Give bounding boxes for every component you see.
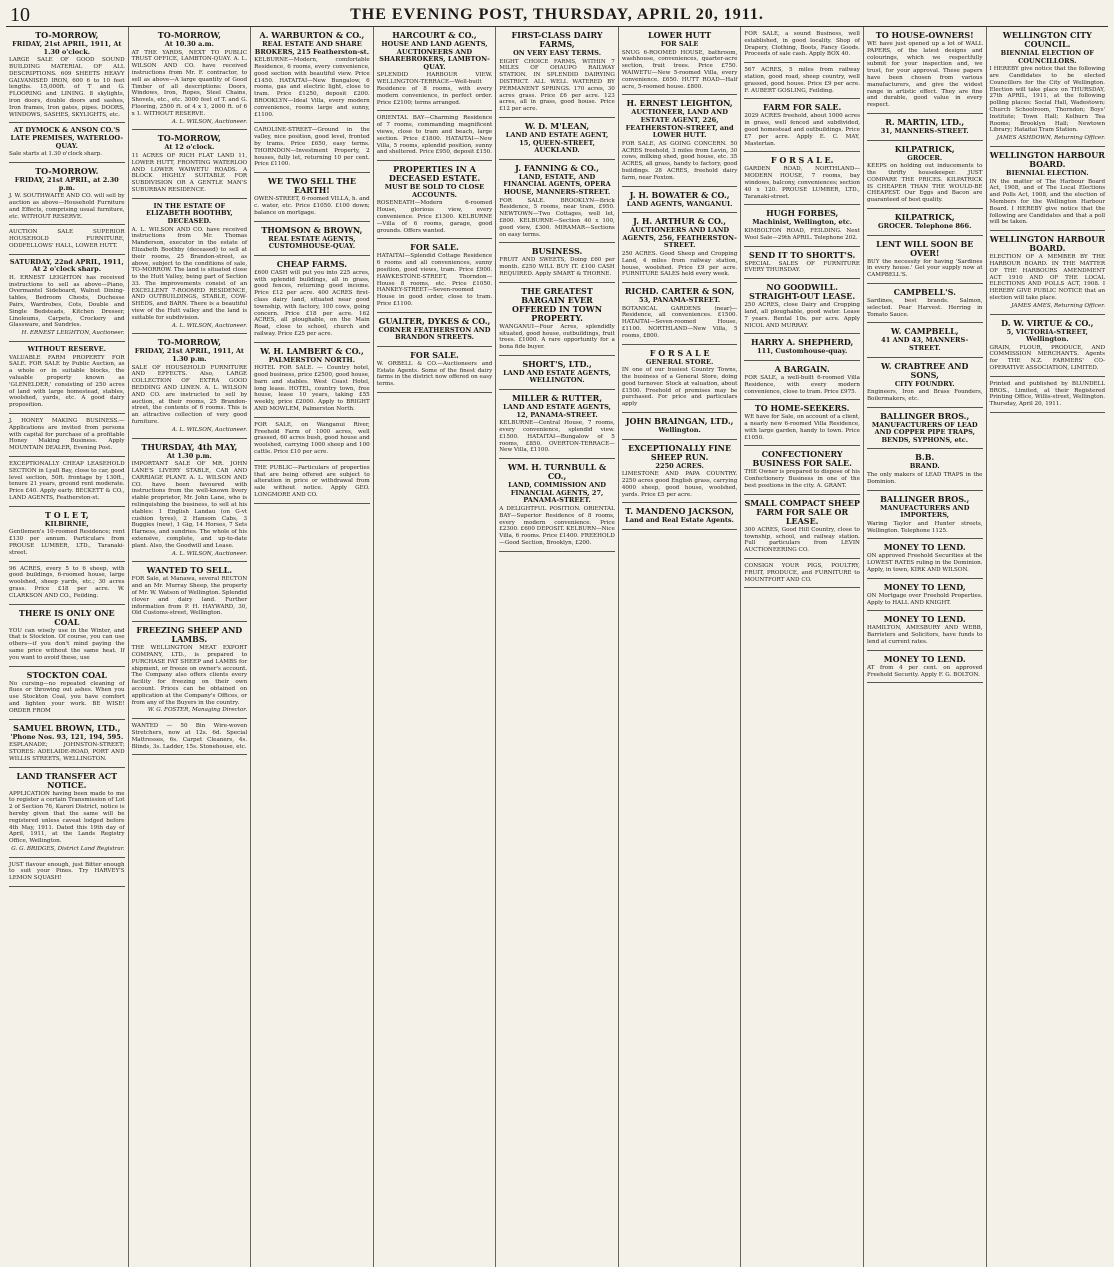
ad-heading: CHEAP FARMS. — [276, 258, 348, 269]
advertisement — [377, 29, 493, 111]
ad-subheading: 41 AND 43, MANNERS-STREET. — [881, 336, 969, 352]
ad-body: HAMILTON, AMESBURY AND WEBB, Barristers and Solicitors, have funds to lend at current rates. — [866, 625, 983, 646]
ad-subheading: SATURDAY, 22nd APRIL, 1911, At 2 o'clock sharp. — [9, 257, 124, 274]
ad-heading: F O R S A L E. — [770, 155, 834, 166]
ad-heading: TO-MORROW, — [157, 30, 221, 40]
advertisement — [744, 101, 860, 152]
ad-signature: A. L. WILSON, Auctioneer. — [171, 550, 248, 557]
advertisement — [377, 315, 493, 347]
ad-heading: J. H. ARTHUR & CO., — [633, 216, 727, 227]
advertisement — [132, 132, 248, 198]
ad-subheading: LAND AND ESTATE AGENTS, 12, PANAMA-STREET. — [503, 403, 611, 419]
ad-body: LIMESTONE AND PAPA COUNTRY. 2250 acres good English grass, carrying 4000 sheep, good house, woolshed, yards. Price £5 per acre. — [621, 471, 738, 498]
ad-subheading: Machinist, Wellington, etc. — [752, 218, 853, 227]
ad-body: FOR Sale, at Manawa, several RECTON and an Mr. Murray Sheep, the property of Mr. W. Watson of Wellington. Splendid clover and dairy land. Further information from P. H. HAYWARD, 30, Old Customs-street, Wellington. — [131, 576, 248, 617]
ad-heading: D. W. VIRTUE & CO., — [1001, 317, 1094, 328]
advertisement — [9, 165, 125, 225]
column-7 — [741, 27, 864, 1267]
ad-body: No cursing—no repeated cleaning of flues or throwing out ashes. When you use Stockton Coal, you have comfort and lighten your work. BE WISE! ORDER FROM — [9, 680, 125, 714]
ad-body: HATAITAI—Splendid Cottage Residence 6 rooms and all conveniences, sunny position, good views, tram. Price £900. HAWKESTONE-STREET, Thorndon—House 8 rooms, etc. Price £1050. HANKEY-STREET—Seven-roomed House in good order, close to tram. Price £1100. — [376, 253, 493, 307]
ad-subheading: LAND AGENTS, WANGANUI. — [626, 199, 733, 208]
advertisement — [254, 463, 370, 504]
ad-heading: J. H. BOWATER & CO., — [629, 189, 730, 200]
ad-heading: FOR SALE. — [410, 349, 459, 360]
ad-subheading: At 10.30 a.m. — [164, 40, 214, 48]
ad-heading: BALLINGER BROS., — [880, 410, 970, 421]
ad-heading: W. D. M'LEAN, — [524, 120, 590, 131]
ad-subheading: IN THE ESTATE OF ELIZABETH BOOTHBY, DECEASED. — [146, 201, 233, 225]
ad-subheading: CORNER FEATHERSTON AND BRANDON STREETS. — [378, 325, 491, 342]
ad-body: 2029 ACRES freehold, about 1000 acres in grass, well fenced and subdivided, good homestead and outbuildings. Price £7 per acre. Apply E. C. MAY, Mastertan. — [744, 113, 860, 147]
ad-body: Waring Taylor and Hunter streets, Wellington. Telephone 1125. — [866, 520, 983, 534]
column-5 — [496, 27, 619, 1267]
ad-body: ESPLANADE; JOHNSTON-STREET; STORES: ADELAIDE-ROAD, PORT AND WILLIS STREETS, WELLINGTON. — [9, 742, 125, 762]
ad-heading: B.B. — [915, 452, 935, 463]
advertisement — [744, 561, 860, 588]
column-3 — [251, 27, 374, 1267]
ad-body: FOR SALE, on Wanganui River, Freehold Farm of 1000 acres, well grassed, 60 acres bush, good house and woolshed, carrying 1000 sheep and 100 cattle. Price £10 per acre. — [254, 421, 370, 456]
ad-body: EXCEPTIONALLY CHEAP LEASEHOLD SECTION in Lyall Bay, close to car, good level section, 50ft. frontage by 130ft., tenure 21 years, ground rent moderate. Price £40. Apply early. BECKETT & CO., LAND AGENTS, Featherston-st. — [9, 461, 125, 501]
ad-heading: FIRST-CLASS DAIRY FARMS, — [511, 30, 603, 49]
advertisement — [9, 257, 125, 342]
ad-heading: TO HOUSE-OWNERS! — [875, 30, 974, 40]
ad-heading: BUSINESS. — [531, 246, 583, 257]
ad-heading: R. MARTIN, LTD., — [885, 116, 965, 127]
ad-signature: JAMES AMES, Returning Officer. — [1011, 302, 1106, 309]
ad-heading: TO-MORROW, — [35, 30, 99, 40]
ad-heading: CAMPBELL'S. — [893, 286, 956, 297]
ad-heading: A BARGAIN. — [774, 363, 830, 374]
ad-body: GRAIN, FLOUR, PRODUCE, AND COMMISSION MERCHANTS. Agents for THE N.Z. FARMERS' CO-OPERATIVE ASSOCIATION, LIMITED. — [989, 344, 1106, 372]
advertisement — [744, 249, 860, 280]
ad-body: KELBURNE—Modern, comfortable Residence, 6 rooms, every convenience, good section with beautiful view. Price £1450. HATAITAI—New Bungalow, 6 rooms, gas and electric light, close to tram. Price £1250, deposit £200. BROOKLYN—Ideal Villa, every modern convenience, rooms large and sunny, £1100. — [254, 57, 370, 118]
advertisement — [499, 29, 615, 118]
ad-heading: W. H. LAMBERT & CO., — [260, 345, 364, 356]
ad-heading: KILPATRICK, — [894, 143, 955, 154]
ad-body: £600 CASH will put you into 225 acres, with splendid buildings, all in grass, good fences, returning good income. Price £12 per acre. 400 ACRES first-class dairy land, situated near good township, with factory, 100 cows, going concern. Price £18 per acre. 162 ACRES, all ploughable, on the Main Road, close to school, church and railway. Price £25 per acre. — [254, 269, 370, 337]
advertisement — [867, 410, 983, 450]
ad-body: 250 ACRES. Good Sheep and Cropping Land, 4 miles from railway station, house, woolshed. Price £9 per acre. FURNITURE SALES held every week. — [621, 250, 738, 278]
ad-body: ELECTION OF A MEMBER BY THE HARBOUR BOARD. IN THE MATTER OF THE HARBOURS AMENDMENT ACT 1910 AND OF THE LOCAL ELECTIONS AND POLLS ACT, 1908. I HEREBY GIVE PUBLIC NOTICE that an election will take place. — [989, 254, 1106, 301]
column-1 — [6, 27, 129, 1267]
advertisement — [499, 162, 615, 244]
ad-heading: WM. H. TURNBULL & CO., — [507, 462, 607, 482]
advertisement — [867, 360, 983, 408]
ad-heading: THURSDAY, 4th MAY, — [141, 441, 238, 452]
ad-subheading: 31, MANNERS-STREET. — [880, 126, 969, 135]
advertisement — [9, 459, 125, 507]
advertisement — [9, 607, 125, 667]
advertisement — [622, 97, 738, 186]
ad-heading: KILPATRICK, — [894, 211, 955, 222]
advertisement — [9, 125, 125, 163]
ad-signature: A. L. WILSON, Auctioneer. — [171, 322, 248, 329]
ad-body: SALE OF HOUSEHOLD FURNITURE AND EFFECTS. Also, LARGE COLLECTION OF EXTRA GOOD BEDDING AND LINEN. A. L. WILSON AND CO. are instructed to sell by auction, at their rooms, 25 Brandon-street, the contents of 6 rooms. This is an attractive collection of very good furniture. — [131, 364, 248, 426]
column-2 — [129, 27, 252, 1267]
ad-body: A DELIGHTFUL POSITION. ORIENTAL BAY—Superior Residence of 8 rooms, every modern convenience. Price £2300. £600 DEPOSIT. KELBURN—Nice Villa, 6 rooms. Price £1400. FREEHOLD—Good Section, Brooklyn, £200. — [499, 506, 615, 547]
ad-heading: TO HOME-SEEKERS. — [754, 403, 850, 414]
advertisement — [377, 241, 493, 312]
advertisement — [622, 415, 738, 440]
advertisement — [867, 143, 983, 209]
ad-body: I HEREBY give notice that the following are Candidates to be elected Councillors for the City of Wellington. Election will take place on THURSDAY, 27th APRIL, 1911, at the following polling places: Social Hall, Wadestown; Church Schoolroom, Thorndon; Boys' Institute; Town Hall; Kelburn Tea Rooms; Brooklyn Hall; Newtown Library; Hataitai Tram Station. — [989, 66, 1106, 134]
ad-signature: JAMES ASHDOWN, Returning Officer. — [996, 135, 1106, 142]
ad-subheading: At 1.30 p.m. — [166, 451, 212, 460]
advertisement — [9, 722, 125, 768]
ad-heading: H. ERNEST LEIGHTON, — [626, 98, 733, 109]
ad-body: SNUG 6-ROOMED HOUSE, bathroom, washhouse, conveniences, quarter-acre section, fruit trees. Price £750. WAIWETU—New 5-roomed Villa, every convenience. £650. HUTT ROAD—Half acre, 5-roomed house. £800. — [621, 49, 738, 90]
ad-subheading: AT DYMOCK & ANSON CO.'S LATE PREMISES, WATERLOO-QUAY. — [10, 126, 124, 150]
ad-subheading: AUCTIONEERS AND LAND AGENTS, 256, FEATHERSTON-STREET. — [622, 226, 737, 250]
ad-heading: TO-MORROW, — [157, 337, 221, 348]
ad-heading: LOWER HUTT — [647, 30, 712, 40]
ad-heading: GUALTER, DYKES & CO., — [378, 315, 491, 326]
advertisement — [867, 286, 983, 323]
ad-body: CONSIGN YOUR PIGS, POULTRY, FRUIT, PRODUCE, and FURNITURE to MOUNTFORT AND CO. — [744, 563, 860, 583]
ad-heading: FARM FOR SALE. — [763, 102, 842, 113]
ad-heading: MILLER & RUTTER, — [511, 393, 603, 404]
advertisement — [499, 245, 615, 282]
advertisement — [9, 416, 125, 457]
ad-body: THE PUBLIC—Particulars of properties that are being offered are subject to alteration in price or withdrawal from sale without notice. Apply GEO. LONGMORE AND CO. — [254, 464, 370, 499]
ad-body: THE Owner is prepared to dispose of his Confectionery Business in one of the best positions in the city. A. GRANT. — [744, 469, 860, 490]
ad-body: KELBURNE—Central House, 7 rooms, every convenience, splendid view. £1500. HATAITAI—Bungalow of 5 rooms, £850. OVERTON-TERRACE—New Villa, £1100. — [499, 420, 615, 454]
advertisement — [9, 509, 125, 562]
ad-body: WE have for Sale, on account of a client, a nearly new 6-roomed Villa Residence, with large garden, handy to town. Price £1050. — [744, 414, 860, 441]
ad-heading: TO-MORROW. — [35, 165, 99, 176]
advertisement — [377, 163, 493, 239]
advertisement — [744, 29, 860, 63]
ad-body: HOTEL FOR SALE. — Country hotel, good business, price £2500, good house, barn and stables. West Coast Hotel, long lease. HOTEL, country town, free house, lease 10 years, taking £55 weekly, price £2000. Apply to BRIGHT AND MOWLEM, Palmerston North. — [254, 365, 370, 413]
ad-heading: EXCEPTIONALLY FINE SHEEP RUN. — [628, 442, 732, 462]
advertisement — [9, 770, 125, 858]
ad-signature: H. ERNEST LEIGHTON, Auctioneer. — [21, 330, 125, 337]
ad-heading: LENT WILL SOON BE OVER! — [876, 238, 974, 258]
advertisement — [132, 721, 248, 755]
ad-subheading: BIENNIAL ELECTION OF COUNCILLORS. — [1000, 49, 1094, 65]
masthead — [6, 4, 1108, 27]
ad-body: ON Mortgage over Freehold Properties. Apply to HALL AND KNIGHT. — [866, 592, 983, 606]
ad-body: BOTANICAL GARDENS (near)—Residence, all conveniences. £1500. HATAITAI—Seven-roomed House, £1100. NORTHLAND—New Villa, 5 rooms, £800. — [621, 305, 738, 339]
ad-subheading: MANUFACTURERS OF LEAD AND COPPER PIPE TRAPS, BENDS, SYPHONS, etc. — [871, 420, 978, 444]
ad-heading: W. CAMPBELL, — [890, 326, 959, 337]
advertisement — [744, 448, 860, 494]
ad-body: IN the matter of The Harbour Board Act, 1908, and of The Local Elections and Polls Act, 1908, and the election of Members for the Wellington Harbour Board. I HEREBY give notice that the following are Candidates and that a poll will be taken. — [989, 178, 1106, 226]
ad-body: FOR SALE, AS GOING CONCERN. 50 ACRES freehold, 3 miles from Levin, 30 cows, milking shed, good house, etc. 35 ACRES, all grass, handy to factory, good buildings. 28 ACRES, freehold dairy farm, near Foxton. — [621, 140, 738, 181]
ad-heading: FOR SALE. — [410, 242, 459, 253]
columns — [6, 27, 1108, 1267]
ad-body: 96 ACRES, every 5 to 6 sheep, with good buildings, 6-roomed house, large woolshed, sheep yards, etc.; 30 acres grass. Price £18 per acre. W. CLARKSON AND CO., Feilding. — [9, 565, 125, 599]
ad-subheading: REAL ESTATE AND SHARE BROKERS, 215 Featherston-st. — [254, 40, 370, 56]
ad-subheading: 53, PANAMA-STREET. — [638, 296, 721, 305]
ad-body: FOR SALE, a well-built 6-roomed Villa Residence, with every modern convenience, close to tram. Price £975. — [744, 374, 860, 395]
advertisement — [744, 497, 860, 559]
advertisement — [867, 238, 983, 284]
ad-heading: F O R S A L E — [649, 347, 710, 358]
ad-heading: MONEY TO LEND. — [883, 542, 966, 553]
ad-body: IN one of our busiest Country Towns, the business of a General Store, doing good turnover. Stock at valuation, about £1500. Freehold of premises may be purchased. For price and particulars apply — [621, 367, 738, 408]
ad-heading: HUGH FORBES, — [766, 208, 839, 219]
advertisement — [377, 113, 493, 161]
advertisement — [254, 420, 370, 461]
ad-body: 250 ACRES, close Dairy and Cropping land, all ploughable, good water. Lease 7 years. Rental 10s. per acre. Apply NICOL AND MURRAY. — [744, 302, 860, 329]
advertisement — [132, 201, 248, 335]
advertisement — [132, 624, 248, 719]
advertisement — [867, 451, 983, 490]
advertisement — [622, 442, 738, 504]
ad-heading: SHORT'S, LTD., — [522, 358, 592, 369]
advertisement — [499, 461, 615, 552]
ad-subheading: GROCER. Telephone 866. — [878, 221, 972, 230]
ad-subheading: LAND AND ESTATE AGENTS, WELLINGTON. — [503, 368, 611, 385]
ad-body: WE have just opened up a lot of WALL PAPERS, of the latest designs and colourings, which we respectfully submit for your inspection and, we trust, for your approval. These papers have been chosen from various manufacturers, and give the widest range in artistic effect. They are fine and durable, good value in every respect. — [866, 41, 983, 109]
ad-subheading: LAND AND ESTATE AGENT, 15, QUEEN-STREET, AUCKLAND. — [505, 130, 609, 155]
advertisement — [744, 65, 860, 99]
ad-body: KEEPS on holding out inducements to the thrifty housekeeper. JUST COMPARE THE PRICES. KILPATRICK IS CHEAPER THAN THE WOULD-BE CHEAPEST. Our Eggs and Bacon are guaranteed of best quality. — [866, 163, 983, 204]
advertisement — [990, 29, 1106, 147]
ad-heading: THOMSON & BROWN, — [261, 224, 363, 235]
ad-heading: SEND IT TO SHORTT'S. — [749, 249, 856, 260]
advertisement — [622, 285, 738, 345]
ad-heading: RICHD. CARTER & SON, — [624, 286, 735, 297]
ad-heading: THE GREATEST BARGAIN EVER OFFERED IN TOWN PROPERTY. — [512, 285, 602, 323]
ad-subheading: 'Phone Nos. 93, 121, 194, 595. — [10, 732, 124, 741]
ad-heading: W. CRABTREE AND SONS, — [881, 360, 969, 380]
ad-body: WANGANUI—Four Acres, splendidly situated, good house, outbuildings, fruit trees. £1000. A rare opportunity for a bona fide buyer. — [499, 323, 615, 351]
ad-subheading: FRIDAY, 21st APRIL, at 2.30 p.m. — [14, 175, 119, 192]
ad-heading: NO GOODWILL. STRAIGHT-OUT LEASE. — [749, 282, 856, 302]
ad-body: SPLENDID HARBOUR VIEW. WELLINGTON-TERRACE—Well-built Residence of 8 rooms, with every modern convenience, in perfect order. Price £2100; terms arranged. — [376, 72, 493, 106]
ad-body: SPECIAL SALES OF FURNITURE EVERY THURSDAY. — [744, 260, 860, 274]
advertisement — [744, 281, 860, 334]
column-4 — [374, 27, 497, 1267]
ad-heading: WELLINGTON HARBOUR BOARD. — [989, 149, 1105, 169]
ad-heading: MONEY TO LEND, — [883, 581, 966, 592]
ad-heading: HARCOURT & CO., — [392, 30, 477, 40]
advertisement — [867, 581, 983, 612]
advertisement — [990, 233, 1106, 314]
paper-title: THE EVENING POST, THURSDAY, APRIL 20, 1911. — [350, 6, 764, 23]
advertisement — [867, 116, 983, 141]
advertisement — [744, 336, 860, 361]
ad-body: J. W. SOUTHWAITE AND CO. will sell by auction as above—Household Furniture and Effects, comprising usual furniture, etc. WITHOUT RESERVE. — [9, 193, 125, 220]
advertisement — [132, 564, 248, 622]
ad-signature: A. L. WILSON, Auctioneer. — [171, 426, 248, 433]
advertisement — [132, 441, 248, 563]
ad-subheading: At 12 o'clock. — [164, 143, 215, 152]
ad-body: VALUABLE FARM PROPERTY FOR SALE. FOR SALE by Public Auction, as a whole or in suitable blocks, the valuable property known as 'GLENELDER,' consisting of 250 acres of land with large homestead, stables, woolshed, yards, etc. A good dairy proposition. — [9, 354, 125, 409]
advertisement — [867, 29, 983, 114]
advertisement — [622, 29, 738, 95]
ad-subheading: PALMERSTON NORTH. — [268, 355, 356, 364]
ad-body: KIMBOLTON ROAD, FEILDING. Next Wool Sale—29th APRIL. Telephone 202. — [744, 227, 860, 241]
ad-subheading: Wellington. — [658, 426, 701, 435]
column-9 — [987, 27, 1109, 1267]
ad-heading: FREEZING SHEEP AND LAMBS. — [136, 625, 243, 645]
ad-body: Sardines, best brands. Salmon, selected. Pear Harvest. Herring in Tomato Sauce. — [866, 297, 983, 318]
ad-subheading: 2250 ACRES. — [655, 461, 704, 470]
ad-body: Printed and published by BLUNDELL BROS., Limited, at their Registered Printing Office, Willis-street, Wellington. Thursday, April 20, 1911. — [989, 380, 1106, 408]
advertisement — [499, 120, 615, 160]
ad-body: WANTED — 50 Bin Wire-woven Stretchers, now at 12s. 6d. Special Mattresses, 6s. Carpet Cleaners, 4s. Blinds, 3s. Ladder, 15s. Stonehouse, etc. — [131, 723, 248, 750]
ad-body: 567 ACRES, 5 miles from railway station, good road, sheep country, well grassed, good house. Price £9 per acre. F. AUBERT GOSLING, Feilding. — [744, 67, 860, 94]
advertisement — [9, 344, 125, 414]
advertisement — [622, 215, 738, 283]
ad-body: 300 ACRES, Good Hill Country, close to township, school, and railway station. Full particulars from LEVIN AUCTIONEERING CO. — [744, 526, 860, 554]
ad-heading: STOCKTON COAL — [26, 669, 107, 680]
ad-body: J. HONEY MAKING BUSINESS.—Applications are invited from persons with capital for purchase of a profitable Honey Making Business. Apply MOUNTAIN DEALER, Evening Post. — [9, 418, 125, 452]
ad-body: AUCTION SALE SUPERIOR HOUSEHOLD FURNITURE, ODDFELLOWS' HALL, LOWER HUTT. — [9, 229, 125, 249]
advertisement — [990, 317, 1106, 377]
advertisement — [867, 493, 983, 540]
ad-body: AT THE YARDS, NEXT TO PUBLIC TRUST OFFICE, LAMBTON-QUAY. A. L. WILSON AND CO. have received instructions from Mr. F. contractor, to sell as above—A large quantity of Good Timber of all descriptions: Doors, Windows, Iron, Ropes, Steel Chains, Shovels, etc., etc. 3000 feet of T. and G. Flooring, 2500 ft. of 4 x 1, 2000 ft. of 6 x 1. WITHOUT RESERVE. — [131, 49, 248, 117]
ad-heading: SMALL COMPACT SHEEP FARM FOR SALE OR LEASE. — [744, 497, 860, 526]
ad-heading: MONEY TO LEND. — [883, 653, 966, 664]
ad-subheading: HOUSE AND LAND AGENTS, AUCTIONEERS AND SHAREBROKERS, LAMBTON-QUAY. — [379, 40, 490, 71]
ad-subheading: FRIDAY, 21st APRIL, 1911, At 1.30 o'clock. — [12, 40, 122, 56]
ad-subheading: AUCTIONEER, LAND AND ESTATE AGENT, 226, FEATHERSTON-STREET, and LOWER HUTT. — [625, 108, 734, 140]
ad-subheading: MUST BE SOLD TO CLOSE ACCOUNTS. — [384, 183, 485, 199]
ad-signature: A. L. WILSON, Auctioneer. — [171, 118, 248, 125]
advertisement — [744, 154, 860, 205]
ad-body: Gentlemen's 10-roomed Residence; rent £130 per annum. Particulars from PROUSE LUMBER, LTD., Taranaki-street. — [9, 529, 125, 556]
ad-subheading: WITHOUT RESERVE. — [27, 345, 106, 354]
ad-subheading: KILBIRNIE, — [44, 519, 89, 528]
ad-subheading: 5, VICTORIA-STREET, Wellington. — [1006, 327, 1088, 344]
ad-subheading: GROCER. — [907, 153, 943, 162]
advertisement — [9, 227, 125, 254]
advertisement — [622, 189, 738, 214]
ad-body: AT from 4 per cent. on approved Freehold Security. Apply F. G. BOLTON. — [866, 664, 983, 678]
advertisement — [867, 211, 983, 236]
ad-body: H. ERNEST LEIGHTON has received instructions to sell as above—Piano, Overmantel Sideboard, Walnut Dining-tables, Bedroom Chests, Duchesse Pairs, Wardrobes, Cots, Double and Single Bedsteads, Kitchen Dresser, Linoleums, Carpets, Crockery and Glassware, and Sundries. — [9, 274, 125, 329]
ad-body: Engineers, Iron and Brass Founders, Boilermakers, etc. — [866, 389, 983, 402]
ad-body: EIGHT CHOICE FARMS, WITHIN 7 MILES OF OHAUPO RAILWAY STATION. IN SPLENDID DAIRYING DISTRICT. ALL WELL WATERED BY PERMANENT SPRINGS. 170 acres, 30 acres grass. Price £6 per acre. 123 acres, all in grass, good house. Price £12 per acre. — [499, 58, 615, 113]
ad-body: IMPORTANT SALE OF MR. JOHN LANE'S LIVERY STABLE, CAB AND CARRIAGE PLANT. A. L. WILSON AND CO. have been favoured with instructions from the well-known livery stable proprietor, Mr. John Lane, who is relinquishing the business, to sell at his stables: 1 English Landau (on G-vt cushion tyres), 2 Hansom Cabs, 3 Buggies (new), 1 Gig, 14 Horses, 7 Sets Harness, and sundries. The whole of his extensive, complete, and up-to-date plant. Also, the Goodwill and Lease. — [131, 461, 248, 549]
ad-body: BUY the necessity for having 'Sardines in every house.' Get your supply now at CAMPBELL'S. — [866, 258, 983, 279]
advertisement — [132, 29, 248, 130]
column-8 — [864, 27, 987, 1267]
advertisement — [990, 379, 1106, 413]
advertisement — [622, 505, 738, 530]
ad-heading: T O L E T, — [44, 509, 89, 520]
ad-body: THE WELLINGTON MEAT EXPORT COMPANY, LTD., is prepared to PURCHASE FAT SHEEP and LAMBS for shipment, or freeze on owner's account. The Company also offers clients every facility for freezing on their own account. Prices can be obtained on application at the Company's Offices, or from any of the Buyers in the country. — [131, 645, 248, 706]
ad-heading: WELLINGTON CITY COUNCIL. — [1002, 30, 1092, 49]
ad-heading: THERE IS ONLY ONE COAL — [18, 607, 115, 627]
ad-body: FOR SALE. BROOKLYN—Brick Residence, 5 rooms, near tram, £950. NEWTOWN—Two Cottages, well let, £800. KELBURNE—Section 40 x 100, good view, £300. MIRAMAR—Sections on easy terms. — [499, 197, 615, 238]
advertisement — [744, 363, 860, 400]
advertisement — [9, 860, 125, 887]
ad-body: 11 ACRES OF RICH FLAT LAND 11, LOWER HUTT, FRONTING WATERLOO AND LOWER WAIWETU ROADS. A BLOCK HIGHLY SUITABLE FOR SUBDIVISION OR A GENTLE MAN'S SUBURBAN RESIDENCE. — [131, 152, 248, 193]
ad-body: ROSENEATH—Modern 6-roomed House, glorious view, every convenience. Price £1300. KELBURNE—Villa of 6 rooms, garage, good grounds. Offers wanted. — [376, 200, 493, 234]
ad-subheading: BIENNIAL ELECTION. — [1006, 168, 1089, 177]
ad-subheading: GENERAL STORE. — [645, 357, 714, 366]
ad-heading: HARRY A. SHEPHERD, — [751, 337, 854, 348]
advertisement — [9, 29, 125, 123]
ad-body: ON approved Freehold Securities at the LOWEST RATES ruling in the Dominion. Apply, in town, KIRK AND WILSON. — [866, 553, 983, 574]
ad-body: W. ORBELL & CO.—Auctioneers and Estate Agents. Some of the finest dairy farms in the district now offered on easy terms. — [376, 360, 493, 388]
ad-body: YOU can wisely use in the Winter, and that is Stockton. Of course, you can use others—if you don't mind paying the same price without the same heat. If you want to avoid these, use — [9, 627, 125, 661]
advertisement — [744, 207, 860, 246]
advertisement — [867, 653, 983, 684]
advertisement — [9, 669, 125, 720]
advertisement — [254, 224, 370, 256]
advertisement — [499, 392, 615, 459]
advertisement — [377, 349, 493, 393]
ad-body: ORIENTAL BAY—Charming Residence of 7 rooms, commanding magnificent views, close to tram and beach, large section. Price £1800. HATAITAI—New Villa, 5 rooms, splendid position, sunny and sheltered. Price £950, deposit £150. — [376, 115, 493, 156]
ad-subheading: CITY FOUNDRY. — [894, 379, 955, 388]
ad-signature: G. G. BRIDGES, District Land Registrar. — [11, 845, 125, 852]
ad-heading: BALLINGER BROS., — [880, 493, 970, 504]
ad-body: A. L. WILSON AND CO. have received instructions from Mr. Thomas Manderson, executor in the estate of Elizabeth Boothby (deceased) to sell at their rooms, 25 Brandon-street, as above, subject to the conditions of sale, TO-MORROW. The land is situated close to the Hutt Valley, being part of Section 33. The improvements consist of an EXCELLENT 7-ROOMED RESIDENCE, AND OUTBUILDINGS, STABLE, COW-SHEDS, and BARN. There is a beautiful view of the Hutt valley and the land is suitable for subdivision. — [131, 226, 248, 321]
ad-heading: MONEY TO LEND. — [883, 614, 966, 625]
advertisement — [867, 541, 983, 578]
ad-signature: W. G. FOSTER, Managing Director. — [147, 707, 248, 714]
advertisement — [990, 149, 1106, 231]
ad-subheading: REAL ESTATE AGENTS, CUSTOMHOUSE-QUAY. — [268, 234, 356, 251]
ad-heading: A. WARBURTON & CO., — [259, 30, 365, 40]
column-6 — [619, 27, 742, 1267]
ad-body: JUST flavour enough, just Bitter enough to suit your Pines. Try HARVEY'S LEMON SQUASH! — [9, 861, 125, 882]
page-number: 10 — [10, 4, 30, 26]
ad-subheading: BRAND. — [909, 462, 940, 471]
ad-heading: WE TWO SELL THE EARTH! — [267, 176, 356, 196]
ad-heading: T. MANDENO JACKSON, — [625, 506, 734, 517]
ad-subheading: FOR SALE — [660, 40, 699, 48]
ad-body: CAROLINE-STREET—Ground in the valley, nice position, good level, fronted by trams. Price £650, easy terms. THORNDON—Investment Property, 2 houses, fully let, returning 10 per cent. Price £1100. — [254, 127, 370, 168]
advertisement — [9, 564, 125, 605]
ad-subheading: LAND, COMMISSION AND FINANCIAL AGENTS, 27, PANAMA-STREET. — [508, 481, 606, 505]
advertisement — [867, 613, 983, 650]
ad-subheading: FRIDAY, 21st APRIL, 1911, At 1.30 p.m. — [134, 347, 244, 364]
ad-body: FOR SALE, a sound Business, well established, in good locality. Shop of Drapery, Clothing, Boots, Fancy Goods. Proceeds of sale cash. Apply BOX 40. — [744, 31, 860, 58]
ad-body: The only makers of LEAD TRAPS in the Dominion. — [866, 472, 983, 485]
ad-body: OWEN-STREET, 6-roomed VILLA, h. and c. water, etc. Price £1050. £100 down; balance on mortgage. — [254, 196, 370, 216]
ad-subheading: MANUFACTURERS AND IMPORTERS, — [880, 503, 970, 520]
ad-heading: WELLINGTON HARBOUR BOARD. — [989, 234, 1105, 254]
advertisement — [499, 358, 615, 390]
advertisement — [622, 347, 738, 413]
ad-body: GARDEN ROAD, NORTHLAND—MODERN HOUSE, 7 rooms, bay windows, balcony, conveniences; section 40 x 120. PROUSE LUMBER, LTD., Taranaki-street. — [744, 166, 860, 200]
advertisement — [744, 402, 860, 446]
ad-heading: SAMUEL BROWN, LTD., — [13, 722, 121, 733]
ad-body: FRUIT AND SWEETS, Doing £60 per month. £250 WILL BUY IT. £100 CASH REQUIRED. Apply SMART & THORNE. — [499, 257, 615, 277]
ad-heading: PROPERTIES IN A DECEASED ESTATE. — [388, 164, 481, 184]
ad-heading: JOHN BRAINGAN, LTD., — [625, 416, 734, 427]
ad-heading: WANTED TO SELL. — [146, 565, 233, 576]
advertisement — [499, 285, 615, 356]
advertisement — [254, 345, 370, 418]
advertisement — [867, 325, 983, 357]
ad-body: LARGE SALE OF GOOD SOUND BUILDING MATERIAL OF ALL DESCRIPTIONS. 609 SHEETS HEAVY GALVANISED IRON, 600 6 to 10 feet lengths. 15,000ft. of T and G. FLOORING and LINING. 8 skylights, iron doors, double doors and sashes, Iron frames, Iron gates, pipes. DOORS, WINDOWS, SASHES, SKYLIGHTS, etc. — [9, 57, 125, 118]
ad-subheading: ON VERY EASY TERMS. — [513, 49, 601, 57]
ad-subheading: 111, Customhouse-quay. — [757, 347, 848, 356]
ad-body: APPLICATION having been made to me to register a certain Transmission of Lot 2 of Section 76, Karori District, notice is hereby given that the same will be registered unless caveat lodged before 4th May, 1911. Dated this 19th day of April, 1911, at the Lands Registry Office, Wellington. — [9, 790, 125, 845]
ad-subheading: Land and Real Estate Agents. — [625, 516, 734, 525]
advertisement — [254, 29, 370, 123]
ad-body: Sale starts at 1.30 o'clock sharp. — [9, 151, 102, 158]
advertisement — [132, 336, 248, 438]
ad-heading: TO-MORROW, — [157, 133, 221, 144]
ad-heading: CONFECTIONERY BUSINESS FOR SALE. — [752, 449, 852, 469]
advertisement — [254, 175, 370, 221]
advertisement — [254, 258, 370, 343]
ad-subheading: LAND, ESTATE, AND FINANCIAL AGENTS, OPERA HOUSE, MANNERS-STREET. — [503, 172, 611, 196]
ad-heading: J. FANNING & CO., — [515, 162, 599, 173]
ad-heading: LAND TRANSFER ACT NOTICE. — [16, 770, 118, 790]
advertisement — [254, 125, 370, 173]
